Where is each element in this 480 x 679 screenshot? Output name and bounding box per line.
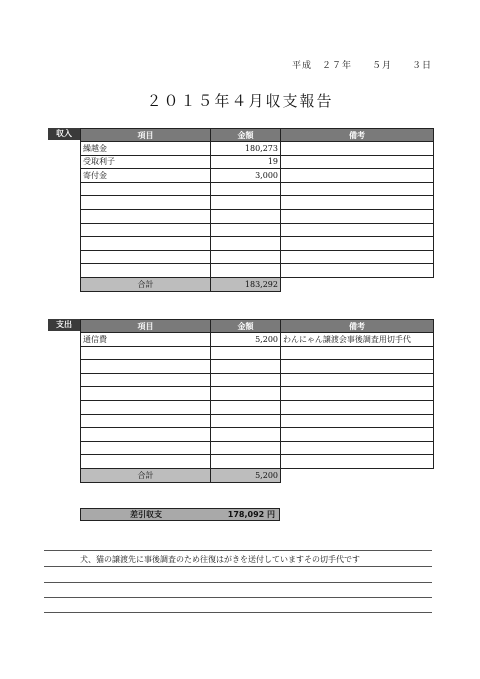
cell-amount: 19 (211, 155, 281, 169)
expense-table (80, 319, 434, 483)
cell-amount (211, 373, 281, 387)
note-line (44, 550, 432, 551)
cell-amount (211, 264, 281, 278)
cell-item: 受取利子 (81, 155, 211, 169)
cell-note (281, 196, 434, 210)
expense-tag: 支出 (48, 319, 80, 331)
table-row (81, 455, 434, 469)
cell-item: 通信費 (81, 333, 211, 347)
column-header-item: 項目 (81, 129, 211, 142)
cell-amount (211, 346, 281, 360)
table-row (81, 155, 434, 169)
cell-amount (211, 455, 281, 469)
cell-item (81, 428, 211, 442)
income-tag: 収入 (48, 128, 80, 140)
table-row (81, 169, 434, 183)
table-row (81, 441, 434, 455)
cell-item: 繰越金 (81, 142, 211, 156)
column-header-note: 備考 (281, 129, 434, 142)
cell-amount (211, 182, 281, 196)
cell-item (81, 264, 211, 278)
cell-item (81, 400, 211, 414)
table-row (81, 400, 434, 414)
table-row (81, 346, 434, 360)
page-title: ２０１５年４月収支報告 (146, 92, 334, 110)
column-header-note: 備考 (281, 320, 434, 333)
table-row (81, 387, 434, 401)
cell-note (281, 155, 434, 169)
income-table (80, 128, 434, 292)
cell-note (281, 360, 434, 374)
table-row (81, 264, 434, 278)
cell-note (281, 223, 434, 237)
cell-amount (211, 360, 281, 374)
cell-note (281, 414, 434, 428)
cell-amount (211, 209, 281, 223)
table-row (81, 373, 434, 387)
column-header-amount: 金額 (211, 129, 281, 142)
cell-item: 寄付金 (81, 169, 211, 183)
table-row (81, 333, 434, 347)
cell-note (281, 400, 434, 414)
note-line (44, 582, 432, 583)
cell-item (81, 387, 211, 401)
cell-note (281, 387, 434, 401)
cell-amount (211, 428, 281, 442)
cell-note (281, 237, 434, 251)
report-date: 平成 ２７年 ５月 ３日 (291, 61, 432, 71)
note-line (44, 597, 432, 598)
cell-item (81, 237, 211, 251)
table-row (81, 142, 434, 156)
cell-item (81, 414, 211, 428)
table-row (81, 182, 434, 196)
cell-note (281, 250, 434, 264)
cell-amount: 5,200 (211, 333, 281, 347)
table-row (81, 250, 434, 264)
cell-item (81, 373, 211, 387)
cell-item (81, 455, 211, 469)
cell-note (281, 455, 434, 469)
income-total-value: 183,292 (211, 277, 281, 291)
cell-item (81, 441, 211, 455)
cell-note (281, 428, 434, 442)
cell-note (281, 373, 434, 387)
cell-note (281, 182, 434, 196)
cell-amount (211, 400, 281, 414)
cell-amount (211, 196, 281, 210)
balance-bar (80, 508, 280, 521)
table-row (81, 360, 434, 374)
column-header-item: 項目 (81, 320, 211, 333)
table-row (81, 237, 434, 251)
cell-amount (211, 414, 281, 428)
note-line (44, 566, 432, 567)
cell-item (81, 346, 211, 360)
cell-note (281, 264, 434, 278)
cell-amount: 180,273 (211, 142, 281, 156)
note-line (44, 612, 432, 613)
cell-amount (211, 250, 281, 264)
table-row (81, 414, 434, 428)
cell-item (81, 209, 211, 223)
cell-amount (211, 387, 281, 401)
table-row (81, 223, 434, 237)
cell-note: わんにゃん譲渡会事後調査用切手代 (281, 333, 434, 347)
cell-item (81, 360, 211, 374)
income-total-label: 合計 (81, 277, 211, 291)
cell-amount (211, 237, 281, 251)
table-row (81, 196, 434, 210)
cell-amount (211, 441, 281, 455)
cell-amount: 3,000 (211, 169, 281, 183)
expense-total-value: 5,200 (211, 468, 281, 482)
cell-note (281, 142, 434, 156)
cell-item (81, 182, 211, 196)
cell-amount (211, 223, 281, 237)
table-row (81, 209, 434, 223)
table-row (81, 428, 434, 442)
cell-note (281, 441, 434, 455)
expense-total-blank (281, 468, 434, 482)
note-text: 犬、猫の譲渡先に事後調査のため往復はがきを送付していますその切手代です (80, 555, 360, 564)
balance-label: 差引収支 (130, 510, 162, 519)
cell-note (281, 346, 434, 360)
cell-item (81, 223, 211, 237)
cell-note (281, 169, 434, 183)
expense-total-label: 合計 (81, 468, 211, 482)
cell-item (81, 196, 211, 210)
income-total-blank (281, 277, 434, 291)
balance-value: 178,092 円 (227, 510, 275, 519)
column-header-amount: 金額 (211, 320, 281, 333)
cell-note (281, 209, 434, 223)
cell-item (81, 250, 211, 264)
